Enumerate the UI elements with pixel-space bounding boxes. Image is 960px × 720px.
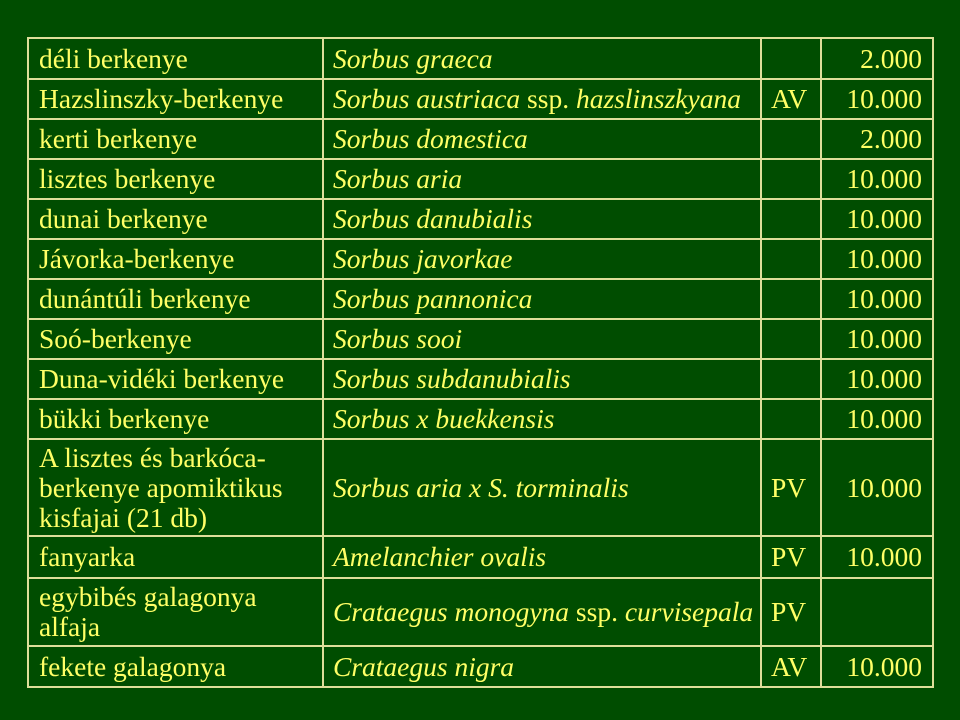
species-name: Sorbus aria: [333, 163, 463, 194]
scientific-name-cell: [324, 80, 760, 118]
common-name-cell: [29, 579, 322, 645]
conservation-value-cell: [822, 440, 932, 535]
protection-status-cell: [762, 200, 820, 238]
species-name: Sorbus domestica: [333, 123, 528, 154]
scientific-name-cell: [324, 440, 760, 535]
scientific-name-cell: [324, 120, 760, 158]
status-code: PV: [771, 596, 807, 627]
species-name: Sorbus graeca: [333, 42, 493, 74]
scientific-name-cell: [324, 579, 760, 645]
common-name-line: egybibés galagonya: [39, 581, 257, 612]
scientific-name: [333, 324, 462, 354]
status-code: PV: [771, 541, 807, 572]
conservation-value-cell: [822, 280, 932, 318]
scientific-name-cell: [324, 160, 760, 198]
common-name-line: Duna-vidéki berkenye: [39, 363, 285, 394]
scientific-name-cell: [324, 320, 760, 358]
common-name-cell: [29, 200, 322, 238]
conservation-value: 10.000: [846, 203, 922, 234]
scientific-name: [333, 473, 629, 503]
conservation-value-cell: [822, 120, 932, 158]
species-name: Crataegus monogyna: [333, 596, 570, 627]
scientific-name: [333, 204, 532, 234]
conservation-value: 10.000: [846, 323, 922, 354]
conservation-value: 2.000: [860, 123, 922, 154]
protection-status-cell: [762, 80, 820, 118]
scientific-name-cell: [324, 39, 760, 78]
common-name-cell: [29, 160, 322, 198]
protection-status-cell: [762, 240, 820, 278]
protection-status-cell: [762, 647, 820, 686]
scientific-name-cell: [324, 360, 760, 398]
protection-status-cell: [762, 360, 820, 398]
common-name-line: berkenye apomiktikus: [39, 471, 283, 503]
conservation-value-cell: [822, 80, 932, 118]
scientific-name-cell: [324, 240, 760, 278]
common-name-cell: [29, 240, 322, 278]
scientific-name: [333, 284, 532, 314]
scientific-name: [333, 364, 571, 394]
status-code: AV: [771, 650, 808, 682]
scientific-name-cell: [324, 280, 760, 318]
protection-status-cell: [762, 39, 820, 78]
conservation-value: 10.000: [846, 471, 922, 503]
common-name-cell: [29, 537, 322, 577]
protection-status-cell: [762, 120, 820, 158]
conservation-value-cell: [822, 537, 932, 577]
common-name-line: kisfajai (21 db): [39, 501, 208, 533]
protection-status-cell: [762, 440, 820, 535]
rank-abbreviation: ssp.: [575, 596, 618, 627]
species-name: Sorbus javorkae: [333, 243, 513, 274]
scientific-name: [333, 84, 741, 114]
scientific-name-cell: [324, 200, 760, 238]
conservation-value: 10.000: [846, 541, 922, 572]
conservation-value: 10.000: [846, 243, 922, 274]
common-name-cell: [29, 647, 322, 686]
scientific-name: [333, 164, 462, 194]
common-name-line: Jávorka-berkenye: [39, 243, 235, 274]
conservation-value: 10.000: [846, 283, 922, 314]
scientific-name-cell: [324, 400, 760, 438]
conservation-value-cell: [822, 39, 932, 78]
protection-status-cell: [762, 160, 820, 198]
conservation-value: 10.000: [846, 163, 922, 194]
scientific-name: [333, 404, 554, 434]
status-code: PV: [771, 471, 807, 503]
species-name: Sorbus austriaca: [333, 83, 521, 114]
species-table: [27, 37, 934, 688]
rank-abbreviation: ssp.: [527, 83, 570, 114]
common-name-cell: [29, 400, 322, 438]
conservation-value-cell: [822, 579, 932, 645]
species-name: Amelanchier ovalis: [333, 541, 547, 572]
conservation-value-cell: [822, 200, 932, 238]
conservation-value-cell: [822, 647, 932, 686]
scientific-name: [333, 597, 753, 627]
common-name-line: Hazslinszky-berkenye: [39, 83, 284, 114]
common-name-cell: [29, 320, 322, 358]
common-name-cell: [29, 80, 322, 118]
common-name-line: bükki berkenye: [39, 403, 210, 434]
protection-status-cell: [762, 400, 820, 438]
common-name-line: dunántúli berkenye: [39, 283, 251, 314]
protection-status-cell: [762, 537, 820, 577]
species-name: Sorbus sooi: [333, 323, 463, 354]
common-name-cell: [29, 39, 322, 78]
conservation-value-cell: [822, 160, 932, 198]
conservation-value: 10.000: [846, 83, 922, 114]
scientific-name: [333, 44, 493, 74]
common-name-line: lisztes berkenye: [39, 163, 216, 194]
scientific-name: [333, 124, 528, 154]
scientific-name: [333, 652, 514, 682]
common-name-line: A lisztes és barkóca-: [39, 441, 266, 473]
infraspecific-name: hazslinszkyana: [575, 83, 741, 114]
protection-status-cell: [762, 579, 820, 645]
scientific-name: [333, 244, 513, 274]
common-name-line: déli berkenye: [39, 42, 188, 74]
species-name: Sorbus pannonica: [333, 283, 533, 314]
conservation-value-cell: [822, 320, 932, 358]
status-code: AV: [771, 83, 808, 114]
common-name-line: dunai berkenye: [39, 203, 208, 234]
species-name: Sorbus aria x S. torminalis: [333, 471, 629, 503]
conservation-value: 10.000: [846, 650, 922, 682]
conservation-value: 10.000: [846, 403, 922, 434]
conservation-value: 10.000: [846, 363, 922, 394]
protection-status-cell: [762, 280, 820, 318]
scientific-name-cell: [324, 537, 760, 577]
common-name-cell: [29, 280, 322, 318]
species-name: Crataegus nigra: [333, 650, 515, 682]
conservation-value-cell: [822, 240, 932, 278]
species-name: Sorbus subdanubialis: [333, 363, 571, 394]
protection-status-cell: [762, 320, 820, 358]
infraspecific-name: curvisepala: [624, 596, 754, 627]
conservation-value-cell: [822, 360, 932, 398]
common-name-line: Soó-berkenye: [39, 323, 192, 354]
species-name: Sorbus danubialis: [333, 203, 533, 234]
common-name-line: kerti berkenye: [39, 123, 198, 154]
scientific-name: [333, 542, 546, 572]
common-name-line: fekete galagonya: [39, 650, 227, 682]
conservation-value: 2.000: [860, 42, 922, 74]
common-name-line: alfaja: [39, 611, 101, 642]
scientific-name-cell: [324, 647, 760, 686]
common-name-cell: [29, 440, 322, 535]
species-name: Sorbus x buekkensis: [333, 403, 555, 434]
common-name-cell: [29, 360, 322, 398]
conservation-value-cell: [822, 400, 932, 438]
common-name-line: fanyarka: [39, 541, 136, 572]
common-name-cell: [29, 120, 322, 158]
